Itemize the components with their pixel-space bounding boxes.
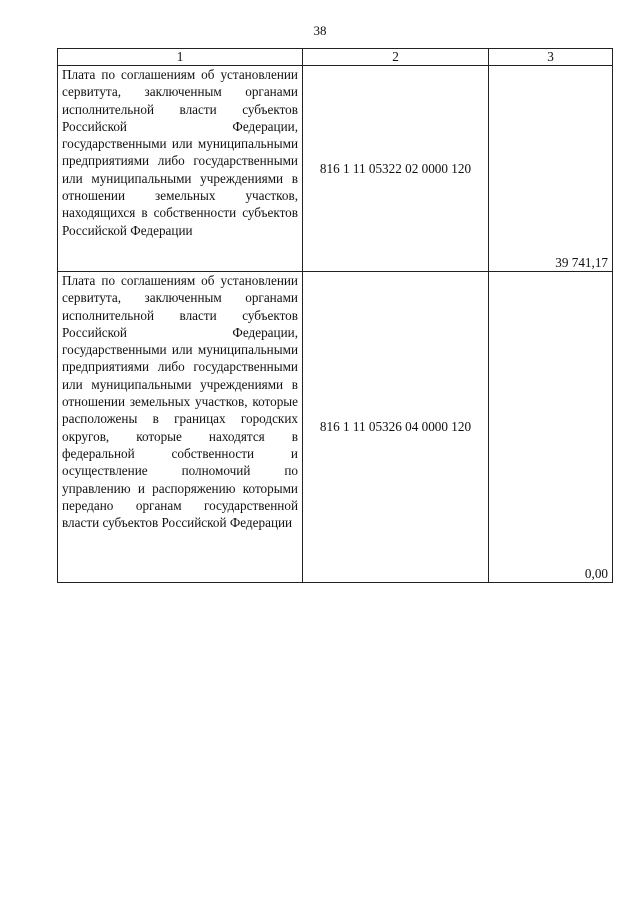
table-row bbox=[58, 66, 613, 272]
amount-cell: 39 741,17 bbox=[489, 66, 613, 272]
column-header-2: 2 bbox=[303, 49, 489, 66]
table-row bbox=[58, 272, 613, 583]
revenue-table bbox=[57, 48, 613, 583]
table-header-row bbox=[58, 49, 613, 66]
page-number: 38 bbox=[313, 23, 327, 38]
revenue-name-cell: Плата по соглашениям об установлении сервитута, заключенным органами исполнительной власти субъектов Российской Федерации, государственными или муниципальными предприятиями либо государственными или муниципальными учреждениями в отношении земельных участков, которые расположены в границах городских округов, которые находятся в федеральной собственности и осуществление полномочий по управлению и распоряжению которыми передано органам государственной власти субъектов Российской Федерации bbox=[58, 272, 303, 583]
budget-code-cell: 816 1 11 05326 04 0000 120 bbox=[303, 272, 489, 583]
amount-cell: 0,00 bbox=[489, 272, 613, 583]
revenue-name-cell: Плата по соглашениям об установлении сервитута, заключенным органами исполнительной власти субъектов Российской Федерации, государственными или муниципальными предприятиями либо государственными или муниципальными учреждениями в отношении земельных участков, находящихся в собственности субъектов Российской Федерации bbox=[58, 66, 303, 272]
budget-code-cell: 816 1 11 05322 02 0000 120 bbox=[303, 66, 489, 272]
column-header-3: 3 bbox=[489, 49, 613, 66]
column-header-1: 1 bbox=[58, 49, 303, 66]
